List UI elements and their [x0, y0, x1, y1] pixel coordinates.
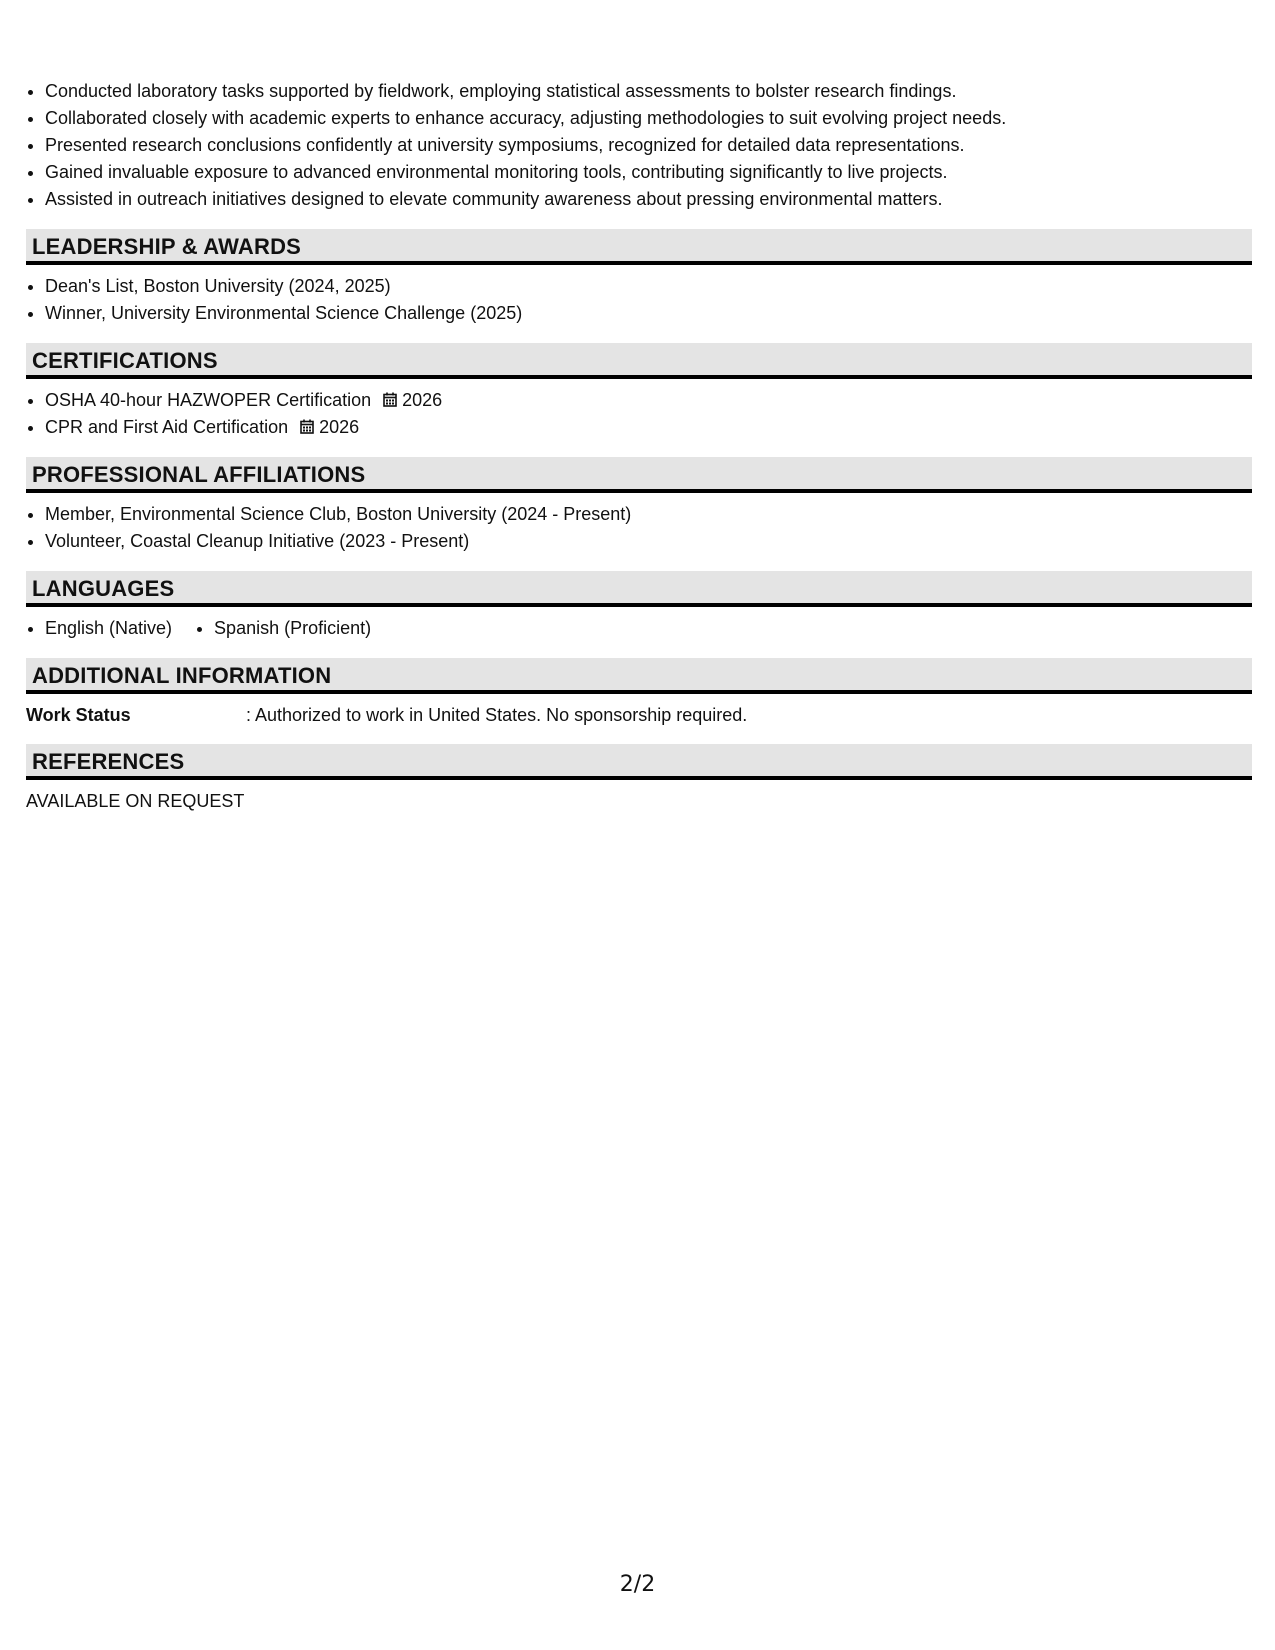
language-item: • Spanish (Proficient): [214, 615, 371, 642]
list-item: • Presented research conclusions confidently at university symposiums, recognized for detailed data representations.: [45, 132, 1252, 159]
list-item: • Winner, University Environmental Science Challenge (2025): [45, 300, 1252, 327]
references-text: AVAILABLE ON REQUEST: [26, 791, 245, 811]
leadership-list: [26, 273, 1252, 327]
work-status-value: : Authorized to work in United States. No sponsorship required.: [246, 705, 748, 725]
list-item: • Conducted laboratory tasks supported by fieldwork, employing statistical assessments to bolster research findings.: [45, 78, 1252, 105]
certification-name: OSHA 40-hour HAZWOPER Certification: [45, 390, 372, 410]
certification-name: CPR and First Aid Certification: [45, 417, 289, 437]
work-status-row: [26, 702, 1252, 728]
list-item: [45, 387, 1252, 414]
list-item: • Volunteer, Coastal Cleanup Initiative (2023 - Present): [45, 528, 1252, 555]
list-item: • Gained invaluable exposure to advanced environmental monitoring tools, contributing significantly to live projects.: [45, 159, 1252, 186]
list-item: • Assisted in outreach initiatives designed to elevate community awareness about pressing environmental matters.: [45, 186, 1252, 213]
certification-date: [383, 390, 442, 410]
calendar-icon: [383, 392, 397, 407]
languages-list: [26, 615, 1252, 642]
certifications-list: [26, 387, 1252, 441]
resume-page: [26, 78, 1252, 814]
section-heading-leadership: LEADERSHIP & AWARDS: [26, 229, 1252, 265]
certification-year: 2026: [319, 417, 360, 437]
list-item: • Dean's List, Boston University (2024, 2025): [45, 273, 1252, 300]
list-item: • Member, Environmental Science Club, Boston University (2024 - Present): [45, 501, 1252, 528]
affiliations-list: [26, 501, 1252, 555]
experience-bullet-list: [26, 78, 1252, 213]
section-heading-additional-information: ADDITIONAL INFORMATION: [26, 658, 1252, 694]
page-number: 2/2: [619, 1572, 656, 1597]
calendar-icon: [300, 419, 314, 434]
list-item: [45, 414, 1252, 441]
section-heading-languages: LANGUAGES: [26, 571, 1252, 607]
section-heading-references: REFERENCES: [26, 744, 1252, 780]
language-item: • English (Native): [45, 615, 172, 642]
certification-year: 2026: [402, 390, 443, 410]
section-heading-certifications: CERTIFICATIONS: [26, 343, 1252, 379]
list-item: • Collaborated closely with academic experts to enhance accuracy, adjusting methodologies to suit evolving project needs.: [45, 105, 1252, 132]
work-status-label: Work Status: [26, 705, 131, 725]
section-heading-affiliations: PROFESSIONAL AFFILIATIONS: [26, 457, 1252, 493]
certification-date: [300, 417, 359, 437]
